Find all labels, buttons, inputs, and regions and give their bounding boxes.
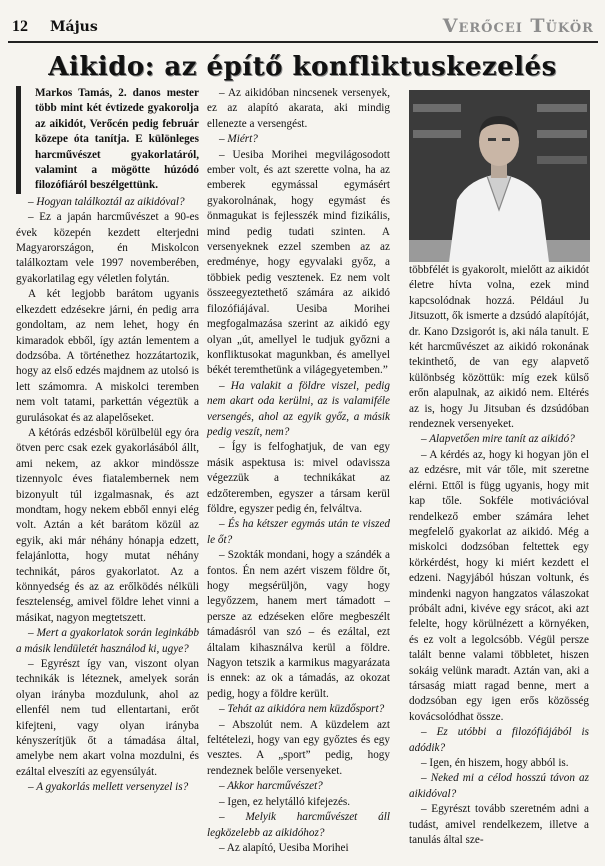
answer-paragraph: – Az alapító, Uesiba Morihei (219, 841, 349, 854)
question-paragraph: – És ha kétszer egymás után te viszed le őt? (207, 518, 390, 546)
answer-paragraph: – Uesiba Morihei megvilágosodott ember volt, és azt szerette volna, ha az emberek egymással egymásért gyakorolnának, hogy egymást és önmagukat is fejlesszék mind fizikális, mind pedig tudati szinten. A versenyeknek ezzel szemben az az eredménye, hogy egyvalaki győz, a többiek pedig vesztenek. Ez nem volt összeegyeztethető számára az aikidó filozófiájával. Uesiba Morihei megfogalmazása szerint az aikidó egy olyan „út, amellyel le tudjuk győzni a konfliktusokat magunkban, és amellyel békét teremthetünk a világegyetemben.” (207, 148, 390, 377)
column-3 (409, 263, 589, 848)
article-lead: Markos Tamás, 2. danos mester több mint két évtizede gyakorolja az aikidót, Verőcén pedig február közepe óta tanítja. E különleges harcművészet gyakorlatáról, valamint a mögötte húzódó filozófiáról beszélgettünk. (16, 86, 199, 194)
question-paragraph: – Hogyan találkoztál az aikidóval? (28, 195, 185, 208)
question-paragraph: – Melyik harcművészet áll legközelebb az aikidóhoz? (207, 811, 390, 839)
answer-paragraph: A két legjobb barátom ugyanis elkezdett edzésekre járni, én pedig arra gondoltam, az nem lehet, hogy én kimaradok ebből, így aztán lementem a dodzsóba. A történethez hozzátartozik, hogy az első edzés majdnem az utolsó is lett számomra. A miskolci teremben nem volt tatami, parkettán végeztük a gurulásokat és az alapelőseket. (16, 288, 199, 424)
answer-paragraph: – Igen, én hiszem, hogy abból is. (421, 757, 569, 769)
column-2-body (207, 86, 390, 856)
page-header (8, 14, 598, 42)
masthead: Verőcei Tükör (442, 15, 594, 37)
question-paragraph: – Mert a gyakorlatok során leginkább a másik lendületét használod ki, ugye? (16, 627, 199, 655)
question-paragraph: – Miért? (219, 133, 258, 146)
article-title: Aikido: az építő konfliktuskezelés (48, 52, 557, 82)
answer-paragraph: – Egyrészt tovább szeretném adni a tudást, amivel rendelkezem, illetve a tanulás által sze- (409, 803, 589, 847)
answer-paragraph: – Szokták mondani, hogy a szándék a fontos. Én nem azért viszem földre őt, hogy megsérüljön, vagy hogy legyőzzem, hanem mert támadott – persze az edzéseken előre megbeszélt támadásról van szó – és ezáltal, ezt általam kihasználva kerül a földre. Nagyon tetszik a karmikus magyarázata is ennek: az ok a támadás, az okozat pedig, hogy a földre került. (207, 549, 390, 700)
column-2 (207, 86, 390, 856)
question-paragraph: – A gyakorlás mellett versenyzel is? (28, 781, 189, 794)
portrait-photo (409, 90, 590, 262)
column-1-body (16, 195, 199, 796)
answer-paragraph: – A kérdés az, hogy ki hogyan jön el az edzésre, mit vár tőle, mit szeretne elérni. Ettől is függ ugyanis, hogy mit kap tőle. Sokféle motivációval rendelkező ember számára lehet megfelelő gyakorlat az aikidó. Még a miskolci dodzsóban feltettek egy körkérdést, hogy ki miért kezdett el edzeni. Nagyjából húszan voltunk, és mindenki nagyon hangzatos válaszokat próbált adni, kivéve egy srácot, aki azt felelte, hogy körülnézett a környéken, és ez volt a legolcsóbb. Végül persze talált benne valami többletet, hiszen sokáig velünk maradt. Aztán van, aki a társaság miatt ragad benne, mert a dodzsóban egy igen erős közösség kovácsolódhat össze. (409, 448, 589, 723)
answer-paragraph: – Egyrészt így van, viszont olyan technikák is léteznek, amelyek során olyan irányba mozdulunk, ahol az ellenfél nem tud ellentartani, erőt kifejteni, vagy olyan irányba kényszerítjük őt a támadása által, amelybe nem akart volna mozdulni, és ezáltal elveszíti az egyensúlyát. (16, 658, 199, 778)
issue-month: Május (50, 19, 98, 35)
question-paragraph: – Neked mi a célod hosszú távon az aikidóval? (409, 772, 589, 800)
column-1 (16, 86, 199, 796)
question-paragraph: – Alapvetően mire tanít az aikidó? (421, 433, 575, 446)
question-paragraph: – Akkor harcművészet? (219, 780, 323, 793)
column-3-body (409, 263, 589, 848)
question-paragraph: – Ha valakit a földre viszel, pedig nem akart oda kerülni, az is valamiféle versengés, ahol az egyik győz, a másik pedig veszít, nem? (207, 379, 390, 438)
question-paragraph: – Tehát az aikidóra nem küzdősport? (219, 703, 385, 716)
question-paragraph: – Ez utóbbi a filozófiájából is adódik? (409, 726, 589, 754)
answer-paragraph: – Az aikidóban nincsenek versenyek, ez az alapító akarata, aki mindig ellenezte a versengést. (207, 87, 390, 130)
answer-paragraph: – Így is felfoghatjuk, de van egy másik aspektusa is: mivel odavissza végezzük a technikákat az edzőteremben, egyszer a társam kerül földre, egyszer pedig én, felváltva. (207, 441, 390, 515)
page-number: 12 (12, 18, 28, 35)
header-rule (8, 41, 598, 43)
answer-paragraph: A kétórás edzésből körülbelül egy óra ötven perc csak ezek gyakorlásából állt, ami nekem, az akkor mindössze tizennyolc éves fiatalembernek nem bizonyult túl izgalmasnak, és azt mondtam, hogy nekem ebből ennyi elég volt. Aztán a két barátom közül az egyik, aki már néhány hónapja edzett, felajánlotta, hogy mutat néhány technikát, páros gyakorlatot. Az a könnyedség és az az erőlködés nélküli fesztelenség, amivel földre lehet vinni a másikat, nagyon megtetszett. (16, 426, 199, 624)
portrait-image (409, 90, 590, 262)
answer-paragraph: – Ez a japán harcművészet a 90-es évek közepén kezdett elterjedni Magyarországon, én Miskolcon találkoztam vele 1997 novemberében, gyakorlatilag egy véletlen folytán. (16, 211, 199, 285)
answer-paragraph: többfélét is gyakorolt, mielőtt az aikidót életre hívta volna, ezek mind kapcsolódnak hozzá. Például Ju Jitsuzott, ők ismerte a dzsúdó alapítóját, dr. Kano Dzsigorót is, aki nála tanult. E két harcművészet az aikidó rokonának tekinthető, de van egy alapvető különbség közöttük: míg ezek külső erőn alapulnak, az aikidó nem. Eltérés az is, hogy Ju Jitsuban és dzsúdóban rendeznek versenyeket. (409, 264, 589, 431)
answer-paragraph: – Abszolút nem. A küzdelem azt feltételezi, hogy van egy győztes és egy vesztes. A „sport” pedig, hogy rendeznek belőle versenyeket. (207, 718, 390, 777)
answer-paragraph: – Igen, ez helytálló kifejezés. (219, 795, 351, 808)
